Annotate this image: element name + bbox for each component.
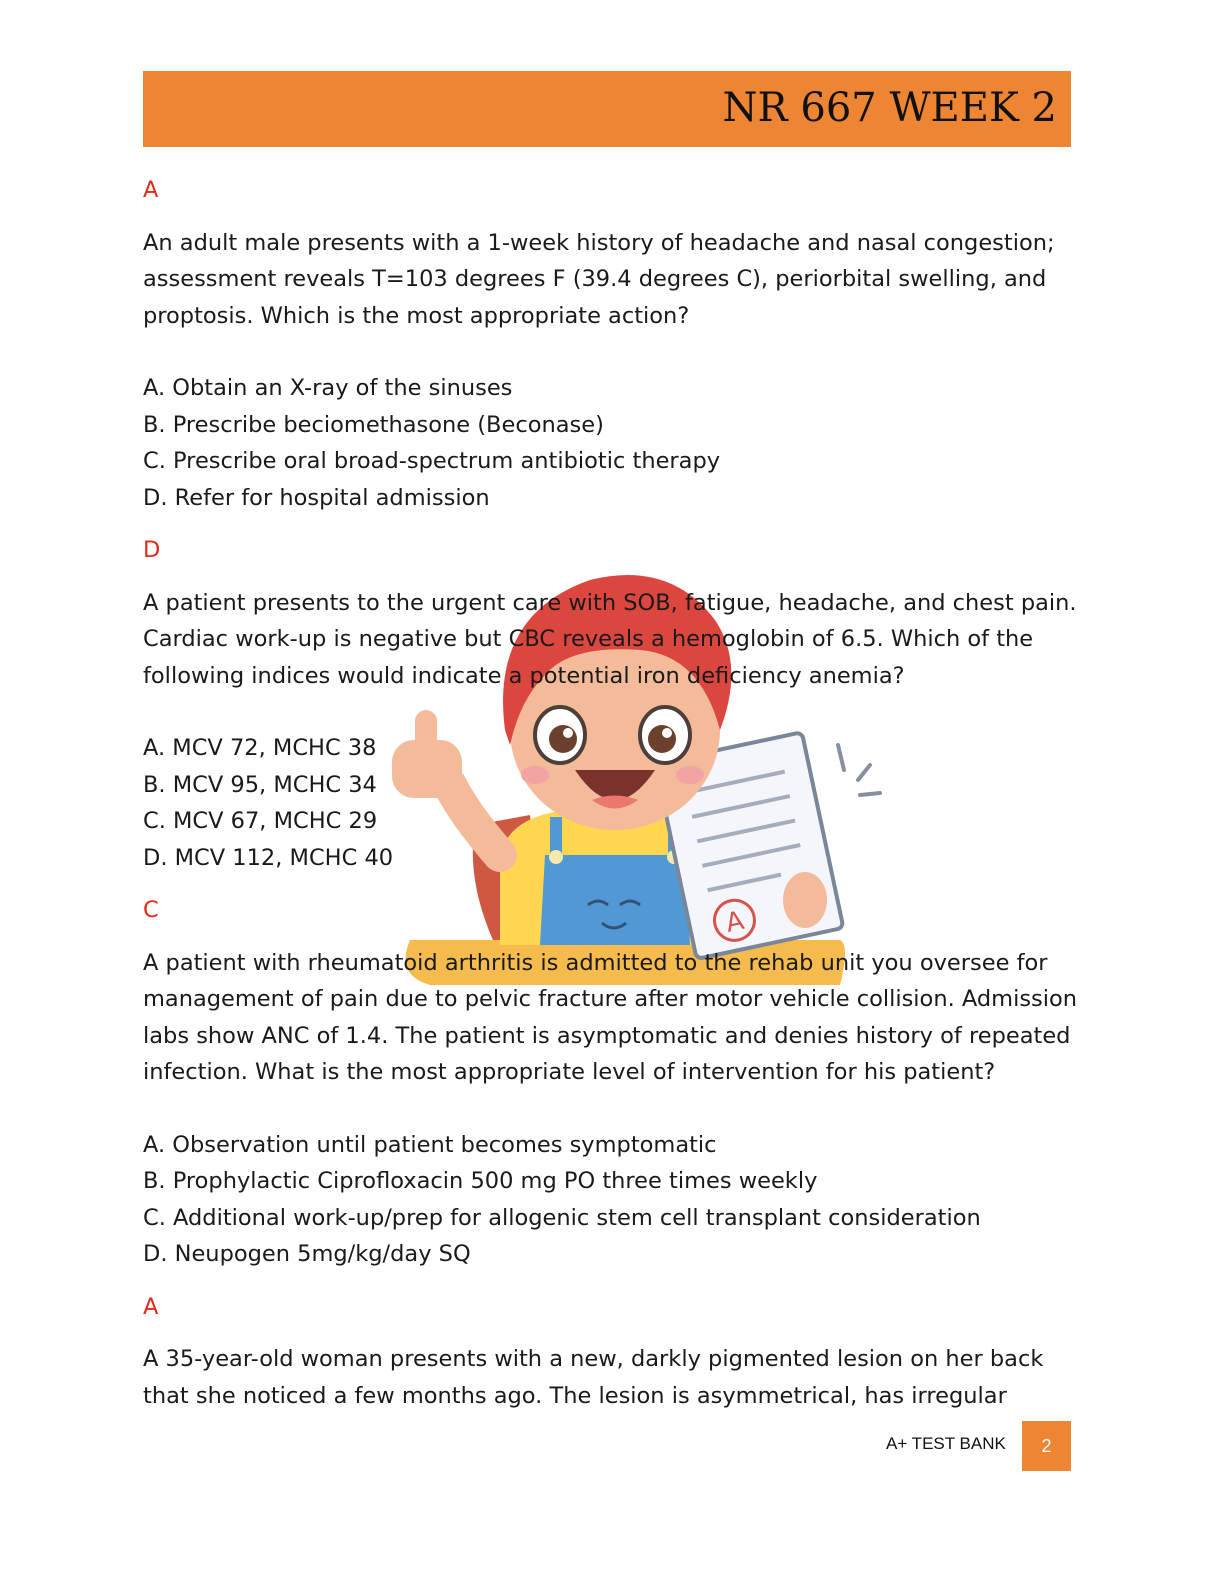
answer-key-1: A	[143, 177, 159, 203]
option-2d: D. MCV 112, MCHC 40	[143, 844, 394, 871]
header-band	[143, 71, 1071, 147]
question-2: A patient presents to the urgent care with SOB, fatigue, headache, and chest pain. Cardiac work-up is negative but CBC reveals a hemoglobin of 6.5. Which of the following indices would indicate a potential iron deficiency anemia?	[143, 589, 1077, 689]
options-1	[143, 370, 1083, 516]
option-2b: B. MCV 95, MCHC 34	[143, 771, 377, 798]
grade-mark: A	[723, 905, 747, 939]
page-title: NR 667 WEEK 2	[722, 85, 1057, 131]
question-4: A 35-year-old woman presents with a new, darkly pigmented lesion on her back that she noticed a few months ago. The lesion is asymmetrical, has irregular	[143, 1346, 1044, 1409]
option-2a: A. MCV 72, MCHC 38	[143, 735, 377, 761]
option-3a: A. Observation until patient becomes symptomatic	[143, 1131, 717, 1158]
question-1: An adult male presents with a 1-week history of headache and nasal congestion; assessment reveals T=103 degrees F (39.4 degrees C), periorbital swelling, and proptosis. Which is the most appropriate action?	[143, 229, 1055, 329]
answer-key-3: C	[143, 897, 159, 923]
options-3	[143, 1127, 1083, 1273]
option-1b: B. Prescribe beciomethasone (Beconase)	[143, 411, 604, 438]
option-1c: C. Prescribe oral broad-spectrum antibiotic therapy	[143, 448, 721, 474]
option-3b: B. Prophylactic Ciprofloxacin 500 mg PO three times weekly	[143, 1168, 818, 1194]
option-1a: A. Obtain an X-ray of the sinuses	[143, 375, 513, 401]
option-3c: C. Additional work-up/prep for allogenic stem cell transplant consideration	[143, 1204, 981, 1231]
options-2	[143, 730, 1083, 876]
page-number: 2	[1022, 1421, 1071, 1471]
question-3: A patient with rheumatoid arthritis is admitted to the rehab unit you oversee for management of pain due to pelvic fracture after motor vehicle collision. Admission labs show ANC of 1.4. The patient is asymptomatic and denies history of repeated infection. What is the most appropriate level of intervention for his patient?	[143, 949, 1078, 1085]
answer-key-2: D	[143, 537, 161, 563]
option-3d: D. Neupogen 5mg/kg/day SQ	[143, 1241, 471, 1267]
option-1d: D. Refer for hospital admission	[143, 484, 490, 511]
answer-key-4: A	[143, 1293, 159, 1320]
document-body	[143, 172, 1083, 1414]
option-2c: C. MCV 67, MCHC 29	[143, 808, 378, 834]
footer-label: A+ TEST BANK	[886, 1434, 1006, 1453]
